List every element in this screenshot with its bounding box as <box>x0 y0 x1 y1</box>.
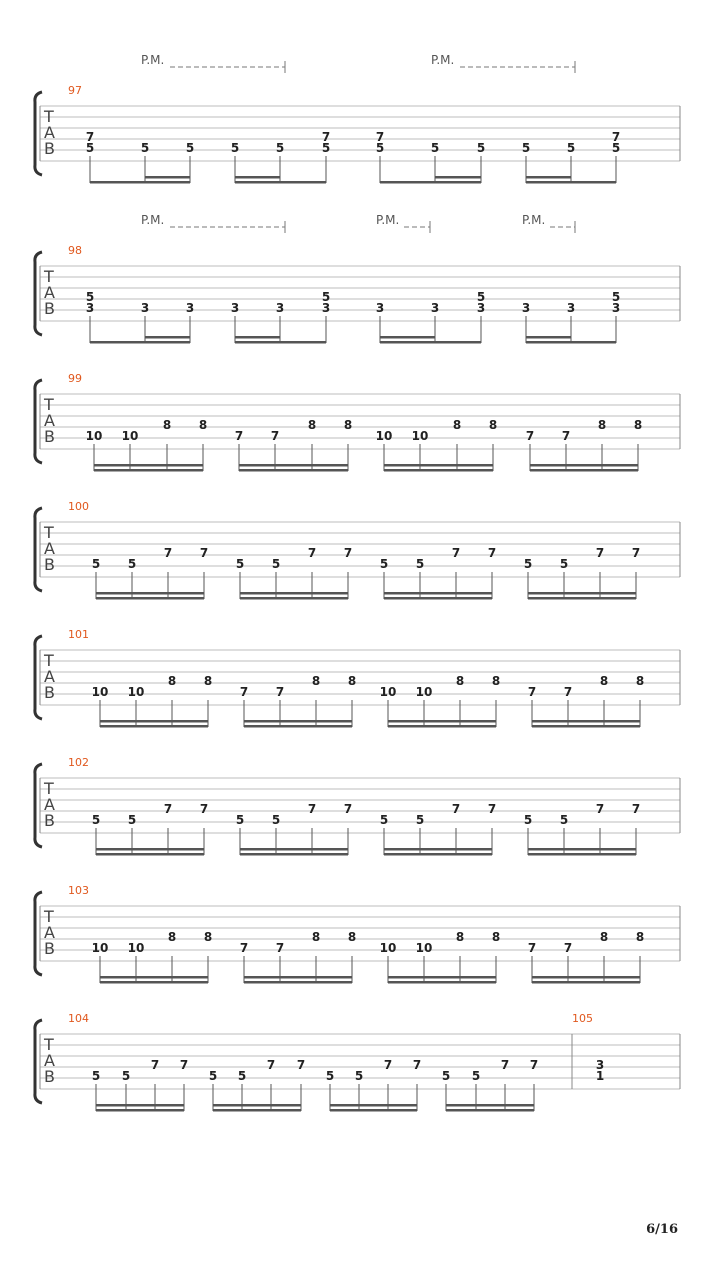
beam-secondary <box>435 176 481 179</box>
measure-number: 102 <box>68 756 89 769</box>
tab-clef-letter-t: T <box>44 779 54 798</box>
beam-secondary <box>96 1104 184 1107</box>
palm-mute-label: P.M. <box>141 53 165 67</box>
fret-number: 7 <box>275 685 285 699</box>
beam <box>213 1109 301 1112</box>
measure-number: 105 <box>572 1012 593 1025</box>
fret-number: 7 <box>451 546 461 560</box>
fret-number: 8 <box>491 674 501 688</box>
measure-number: 99 <box>68 372 82 385</box>
fret-number: 5 <box>121 1069 131 1083</box>
fret-number: 7 <box>85 130 95 144</box>
fret-number: 8 <box>311 674 321 688</box>
system-bracket <box>35 508 42 591</box>
tab-clef-letter-t: T <box>44 1035 54 1054</box>
palm-mute-label: P.M. <box>522 213 546 227</box>
fret-number: 3 <box>521 301 531 315</box>
fret-number: 7 <box>631 802 641 816</box>
tab-clef-letter-a: A <box>44 1051 55 1070</box>
fret-number: 8 <box>599 674 609 688</box>
beam-secondary <box>240 848 348 851</box>
fret-number: 3 <box>275 301 285 315</box>
system-bracket <box>35 252 42 335</box>
beam <box>526 181 616 184</box>
fret-number: 5 <box>208 1069 218 1083</box>
tab-clef-letter-a: A <box>44 667 55 686</box>
fret-number: 5 <box>185 141 195 155</box>
fret-number: 3 <box>430 301 440 315</box>
measure-number: 104 <box>68 1012 89 1025</box>
tab-clef-letter-b: B <box>44 139 55 158</box>
fret-number: 7 <box>239 685 249 699</box>
fret-number: 7 <box>163 546 173 560</box>
tab-clef-letter-b: B <box>44 555 55 574</box>
fret-number: 7 <box>199 546 209 560</box>
beam <box>240 597 348 600</box>
fret-number: 7 <box>375 130 385 144</box>
tab-clef-letter-a: A <box>44 123 55 142</box>
fret-number: 7 <box>525 429 535 443</box>
fret-number: 10 <box>379 685 397 699</box>
fret-number: 8 <box>167 930 177 944</box>
fret-number: 7 <box>529 1058 539 1072</box>
fret-number: 5 <box>271 813 281 827</box>
fret-number: 7 <box>321 130 331 144</box>
fret-number: 5 <box>415 813 425 827</box>
fret-number: 7 <box>487 546 497 560</box>
beam <box>446 1109 534 1112</box>
fret-number: 10 <box>85 429 103 443</box>
fret-number: 3 <box>611 301 621 315</box>
fret-number: 5 <box>523 557 533 571</box>
tab-clef-letter-t: T <box>44 267 54 286</box>
beam-secondary <box>388 720 496 723</box>
tab-clef-letter-t: T <box>44 395 54 414</box>
tab-clef-letter-t: T <box>44 907 54 926</box>
fret-number: 5 <box>85 290 95 304</box>
beam-secondary <box>384 592 492 595</box>
fret-number: 8 <box>198 418 208 432</box>
fret-number: 5 <box>430 141 440 155</box>
fret-number: 5 <box>559 557 569 571</box>
system-bracket <box>35 1020 42 1103</box>
fret-number: 7 <box>270 429 280 443</box>
beam-secondary <box>446 1104 534 1107</box>
beam-secondary <box>330 1104 417 1107</box>
beam-secondary <box>213 1104 301 1107</box>
beam-secondary <box>530 464 638 467</box>
beam <box>235 181 326 184</box>
beam <box>239 469 348 472</box>
fret-number: 7 <box>527 685 537 699</box>
fret-number: 8 <box>635 674 645 688</box>
fret-number: 8 <box>597 418 607 432</box>
fret-number: 5 <box>476 290 486 304</box>
fret-number: 7 <box>451 802 461 816</box>
tab-clef-letter-a: A <box>44 795 55 814</box>
beam <box>528 597 636 600</box>
fret-number: 8 <box>455 930 465 944</box>
fret-number: 10 <box>415 685 433 699</box>
fret-number: 10 <box>121 429 139 443</box>
tab-clef-letter-a: A <box>44 283 55 302</box>
beam <box>388 725 496 728</box>
fret-number: 7 <box>275 941 285 955</box>
beam-secondary <box>235 336 280 339</box>
fret-number: 7 <box>563 941 573 955</box>
fret-number: 5 <box>566 141 576 155</box>
tab-clef-letter-t: T <box>44 523 54 542</box>
fret-number: 8 <box>162 418 172 432</box>
tab-clef-letter-b: B <box>44 1067 55 1086</box>
fret-number: 5 <box>523 813 533 827</box>
system-bracket <box>35 380 42 463</box>
fret-number: 3 <box>375 301 385 315</box>
system-bracket <box>35 92 42 175</box>
fret-number: 10 <box>127 685 145 699</box>
tab-clef-letter-t: T <box>44 651 54 670</box>
beam <box>384 853 492 856</box>
beam <box>96 597 204 600</box>
fret-number: 7 <box>150 1058 160 1072</box>
fret-number: 3 <box>566 301 576 315</box>
beam <box>244 981 352 984</box>
fret-number: 3 <box>185 301 195 315</box>
fret-number: 7 <box>266 1058 276 1072</box>
beam <box>330 1109 417 1112</box>
beam <box>235 341 326 344</box>
beam-secondary <box>94 464 203 467</box>
fret-number: 5 <box>354 1069 364 1083</box>
beam <box>530 469 638 472</box>
beam <box>90 341 190 344</box>
beam-secondary <box>239 464 348 467</box>
fret-number: 7 <box>412 1058 422 1072</box>
fret-number: 5 <box>140 141 150 155</box>
palm-mute-label: P.M. <box>141 213 165 227</box>
beam <box>96 1109 184 1112</box>
fret-number: 8 <box>635 930 645 944</box>
fret-number: 5 <box>521 141 531 155</box>
beam <box>90 181 190 184</box>
beam-secondary <box>145 336 190 339</box>
beam-secondary <box>384 464 493 467</box>
beam <box>94 469 203 472</box>
tab-clef-letter-b: B <box>44 939 55 958</box>
fret-number: 7 <box>595 546 605 560</box>
beam-secondary <box>100 976 208 979</box>
fret-number: 7 <box>307 546 317 560</box>
beam-secondary <box>384 848 492 851</box>
fret-number: 5 <box>271 557 281 571</box>
beam-secondary <box>528 848 636 851</box>
system-bracket <box>35 892 42 975</box>
fret-number: 7 <box>595 802 605 816</box>
tab-clef-letter-b: B <box>44 811 55 830</box>
beam-secondary <box>244 720 352 723</box>
beam-secondary <box>532 720 640 723</box>
beam-secondary <box>240 592 348 595</box>
beam <box>380 341 481 344</box>
fret-number: 5 <box>559 813 569 827</box>
beam-secondary <box>532 976 640 979</box>
fret-number: 7 <box>199 802 209 816</box>
fret-number: 8 <box>452 418 462 432</box>
fret-number: 3 <box>476 301 486 315</box>
tab-clef-letter-t: T <box>44 107 54 126</box>
fret-number: 7 <box>163 802 173 816</box>
fret-number: 7 <box>527 941 537 955</box>
beam-secondary <box>96 848 204 851</box>
fret-number: 10 <box>415 941 433 955</box>
measure-number: 98 <box>68 244 82 257</box>
beam <box>388 981 496 984</box>
fret-number: 8 <box>307 418 317 432</box>
fret-number: 5 <box>441 1069 451 1083</box>
fret-number: 5 <box>379 813 389 827</box>
fret-number: 5 <box>230 141 240 155</box>
fret-number: 5 <box>611 290 621 304</box>
fret-number: 7 <box>343 802 353 816</box>
palm-mute-label: P.M. <box>431 53 455 67</box>
fret-number: 10 <box>379 941 397 955</box>
beam-secondary <box>526 176 571 179</box>
fret-number: 5 <box>321 290 331 304</box>
beam-secondary <box>388 976 496 979</box>
fret-number: 7 <box>611 130 621 144</box>
beam <box>380 181 481 184</box>
beam <box>532 981 640 984</box>
fret-number: 7 <box>383 1058 393 1072</box>
tab-clef-letter-b: B <box>44 427 55 446</box>
fret-number: 8 <box>203 674 213 688</box>
fret-number: 10 <box>91 941 109 955</box>
beam <box>240 853 348 856</box>
fret-number: 8 <box>347 674 357 688</box>
beam <box>100 981 208 984</box>
beam <box>384 597 492 600</box>
measure-number: 100 <box>68 500 89 513</box>
beam-secondary <box>96 592 204 595</box>
beam <box>100 725 208 728</box>
fret-number: 5 <box>235 813 245 827</box>
fret-number: 7 <box>179 1058 189 1072</box>
system-bracket <box>35 636 42 719</box>
beam <box>526 341 616 344</box>
fret-number: 3 <box>595 1058 605 1072</box>
tab-clef-letter-a: A <box>44 923 55 942</box>
fret-number: 8 <box>203 930 213 944</box>
fret-number: 5 <box>476 141 486 155</box>
page-number: 6/16 <box>646 1222 678 1237</box>
tab-clef-letter-b: B <box>44 683 55 702</box>
fret-number: 5 <box>91 557 101 571</box>
measure-number: 103 <box>68 884 89 897</box>
beam-secondary <box>145 176 190 179</box>
fret-number: 5 <box>321 141 331 155</box>
fret-number: 7 <box>239 941 249 955</box>
fret-number: 5 <box>415 557 425 571</box>
fret-number: 5 <box>85 141 95 155</box>
fret-number: 5 <box>91 1069 101 1083</box>
fret-number: 8 <box>343 418 353 432</box>
fret-number: 7 <box>500 1058 510 1072</box>
beam-secondary <box>100 720 208 723</box>
fret-number: 7 <box>296 1058 306 1072</box>
beam <box>96 853 204 856</box>
tab-clef-letter-a: A <box>44 539 55 558</box>
fret-number: 5 <box>127 557 137 571</box>
fret-number: 8 <box>167 674 177 688</box>
fret-number: 3 <box>140 301 150 315</box>
fret-number: 10 <box>411 429 429 443</box>
fret-number: 5 <box>127 813 137 827</box>
fret-number: 1 <box>595 1069 605 1083</box>
beam-secondary <box>528 592 636 595</box>
beam-secondary <box>380 336 435 339</box>
fret-number: 5 <box>235 557 245 571</box>
fret-number: 7 <box>561 429 571 443</box>
fret-number: 7 <box>487 802 497 816</box>
fret-number: 8 <box>491 930 501 944</box>
fret-number: 5 <box>275 141 285 155</box>
measure-number: 101 <box>68 628 89 641</box>
fret-number: 8 <box>488 418 498 432</box>
beam <box>244 725 352 728</box>
fret-number: 7 <box>307 802 317 816</box>
fret-number: 8 <box>347 930 357 944</box>
fret-number: 3 <box>321 301 331 315</box>
fret-number: 7 <box>234 429 244 443</box>
fret-number: 5 <box>471 1069 481 1083</box>
fret-number: 10 <box>91 685 109 699</box>
fret-number: 3 <box>85 301 95 315</box>
beam <box>384 469 493 472</box>
fret-number: 10 <box>375 429 393 443</box>
fret-number: 5 <box>91 813 101 827</box>
beam <box>528 853 636 856</box>
fret-number: 3 <box>230 301 240 315</box>
beam-secondary <box>244 976 352 979</box>
fret-number: 5 <box>611 141 621 155</box>
fret-number: 7 <box>563 685 573 699</box>
fret-number: 7 <box>343 546 353 560</box>
fret-number: 7 <box>631 546 641 560</box>
palm-mute-label: P.M. <box>376 213 400 227</box>
system-bracket <box>35 764 42 847</box>
beam-secondary <box>526 336 571 339</box>
tab-clef-letter-a: A <box>44 411 55 430</box>
fret-number: 5 <box>379 557 389 571</box>
tab-clef-letter-b: B <box>44 299 55 318</box>
beam-secondary <box>235 176 280 179</box>
fret-number: 8 <box>311 930 321 944</box>
fret-number: 8 <box>633 418 643 432</box>
measure-number: 97 <box>68 84 82 97</box>
fret-number: 8 <box>599 930 609 944</box>
fret-number: 5 <box>375 141 385 155</box>
fret-number: 10 <box>127 941 145 955</box>
fret-number: 8 <box>455 674 465 688</box>
fret-number: 5 <box>325 1069 335 1083</box>
beam <box>532 725 640 728</box>
fret-number: 5 <box>237 1069 247 1083</box>
